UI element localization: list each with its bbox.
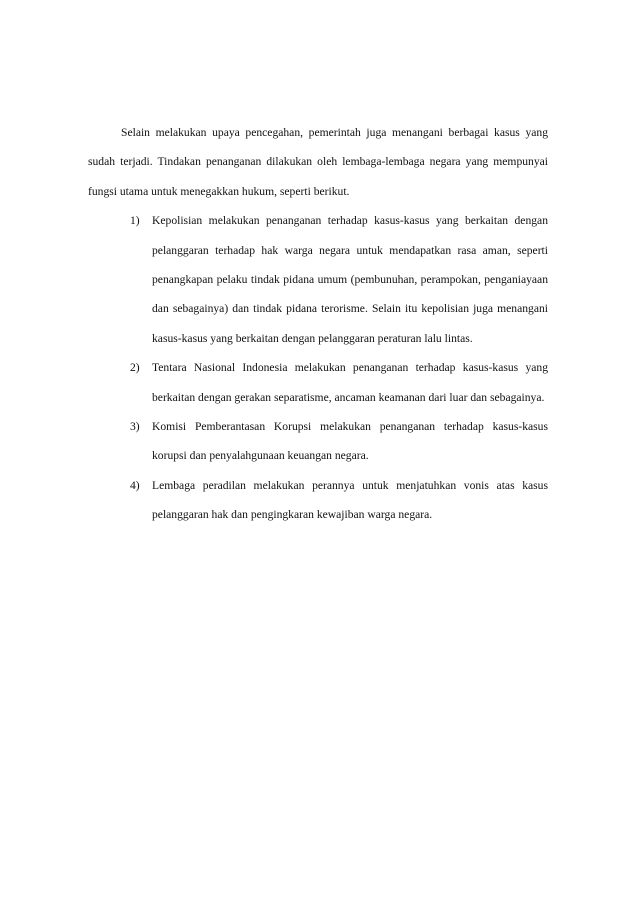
list-item-tni xyxy=(88,353,548,412)
list-item-number: 1) xyxy=(130,214,140,228)
list-item-number: 3) xyxy=(130,420,140,434)
list-item-text: Tentara Nasional Indonesia melakukan penanganan terhadap kasus-kasus yang berkaitan dengan gerakan separatisme, ancaman keamanan dari luar dan sebagainya. xyxy=(152,361,548,404)
list-item-kepolisian xyxy=(88,206,548,353)
list-item-text: Komisi Pemberantasan Korupsi melakukan penanganan terhadap kasus-kasus korupsi dan penyalahgunaan keuangan negara. xyxy=(152,420,548,463)
list-item-text: Kepolisian melakukan penanganan terhadap kasus-kasus yang berkaitan dengan pelanggaran terhadap hak warga negara untuk mendapatkan rasa aman, seperti penangkapan pelaku tindak pidana umum (pembunuhan, perampokan, penganiayaan dan sebagainya) dan tindak pidana terorisme. Selain itu kepolisian juga menangani kasus-kasus yang berkaitan dengan pelanggaran peraturan lalu lintas. xyxy=(152,214,548,345)
list-item-peradilan xyxy=(88,471,548,530)
list-item-number: 2) xyxy=(130,361,140,375)
list-item-text: Lembaga peradilan melakukan perannya untuk menjatuhkan vonis atas kasus pelanggaran hak dan pengingkaran kewajiban warga negara. xyxy=(152,478,548,522)
list-item-kpk xyxy=(88,412,548,471)
institution-list xyxy=(88,206,548,529)
document-body xyxy=(88,118,548,530)
list-item-number: 4) xyxy=(130,478,140,492)
intro-paragraph: Selain melakukan upaya pencegahan, pemerintah juga menangani berbagai kasus yang sudah terjadi. Tindakan penanganan dilakukan oleh lembaga-lembaga negara yang mempunyai fungsi utama untuk menegakkan hukum, seperti berikut. xyxy=(88,126,548,198)
